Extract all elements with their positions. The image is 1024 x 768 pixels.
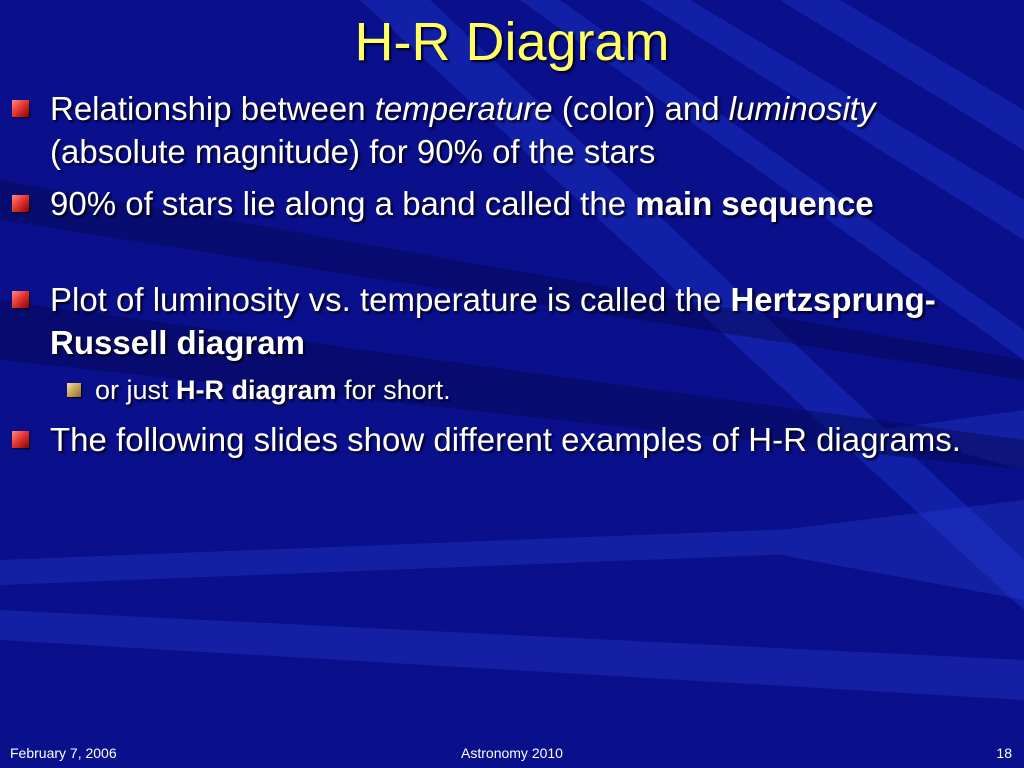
sub-bullet-text: for short. [336, 375, 451, 405]
bullet-marker-icon [12, 291, 29, 308]
luminosity-term: luminosity [728, 90, 876, 127]
bullet-marker-icon [12, 195, 29, 212]
bullet-text: Plot of luminosity vs. temperature is called the [50, 281, 731, 318]
bullet-text: 90% of stars lie along a band called the [50, 185, 636, 222]
slide-number: 18 [996, 745, 1012, 761]
bullet-item [50, 182, 990, 225]
bullet-item [50, 418, 990, 461]
bullet-text: (absolute magnitude) for 90% of the stars [50, 133, 656, 170]
footer-course: Astronomy 2010 [461, 745, 563, 761]
sub-bullet-marker-icon [67, 383, 81, 397]
sub-bullet-text: or just [95, 375, 177, 405]
bullet-text: The following slides show different examples of H-R diagrams. [50, 421, 961, 458]
bullet-text: Relationship between [50, 90, 375, 127]
bullet-item [50, 278, 990, 364]
sub-bullet-item [95, 373, 975, 407]
main-sequence-term: main sequence [635, 185, 874, 222]
bullet-marker-icon [12, 100, 29, 117]
footer-date: February 7, 2006 [10, 745, 117, 761]
hr-diagram-term: Hertzsprung-Russell diagram [50, 281, 936, 361]
temperature-term: temperature [374, 90, 553, 127]
bullet-marker-icon [12, 431, 29, 448]
hr-diagram-short-term: H-R diagram [176, 375, 337, 405]
slide-title: H-R Diagram [354, 12, 670, 72]
bullet-item [50, 87, 990, 173]
bullet-text: (color) and [552, 90, 729, 127]
